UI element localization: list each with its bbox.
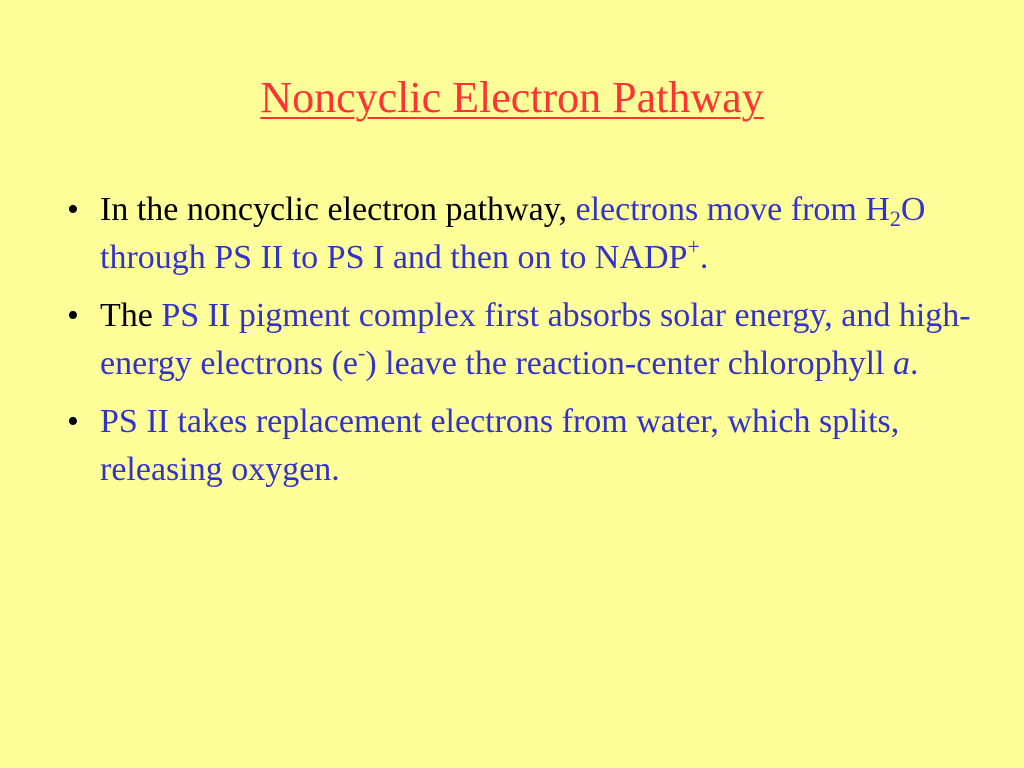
bullet-2-superscript: - — [358, 340, 366, 365]
bullet-item-1 — [58, 186, 978, 282]
bullet-marker: • — [67, 191, 79, 228]
bullet-2-text-end: . — [910, 345, 919, 382]
bullet-2-text-leave: ) leave the reaction-center chlorophyll — [365, 345, 894, 382]
bullet-marker: • — [67, 403, 79, 440]
bullet-2-text-absorbs: PS II pigment complex first absorbs solar energy, and high-energy electrons (e — [100, 297, 971, 382]
bullet-1-subscript: 2 — [889, 206, 901, 231]
bullet-1-text-intro: In the noncyclic electron pathway, — [100, 191, 576, 228]
bullet-1-text-electrons: electrons move from H — [575, 191, 890, 228]
bullet-marker: • — [67, 297, 79, 334]
bullet-list — [58, 186, 978, 504]
bullet-item-2 — [58, 292, 978, 388]
bullet-1-superscript: + — [687, 234, 700, 259]
bullet-item-3 — [58, 398, 978, 494]
slide-title: Noncyclic Electron Pathway — [260, 73, 764, 122]
bullet-1-text-path: O through PS II to PS I and then on to NADP — [100, 191, 926, 276]
bullet-2-text-intro: The — [100, 297, 162, 334]
bullet-1-text-end: . — [699, 239, 709, 276]
bullet-3-text: PS II takes replacement electrons from water, which splits, releasing oxygen. — [100, 403, 900, 488]
bullet-2-italic: a — [893, 345, 911, 382]
